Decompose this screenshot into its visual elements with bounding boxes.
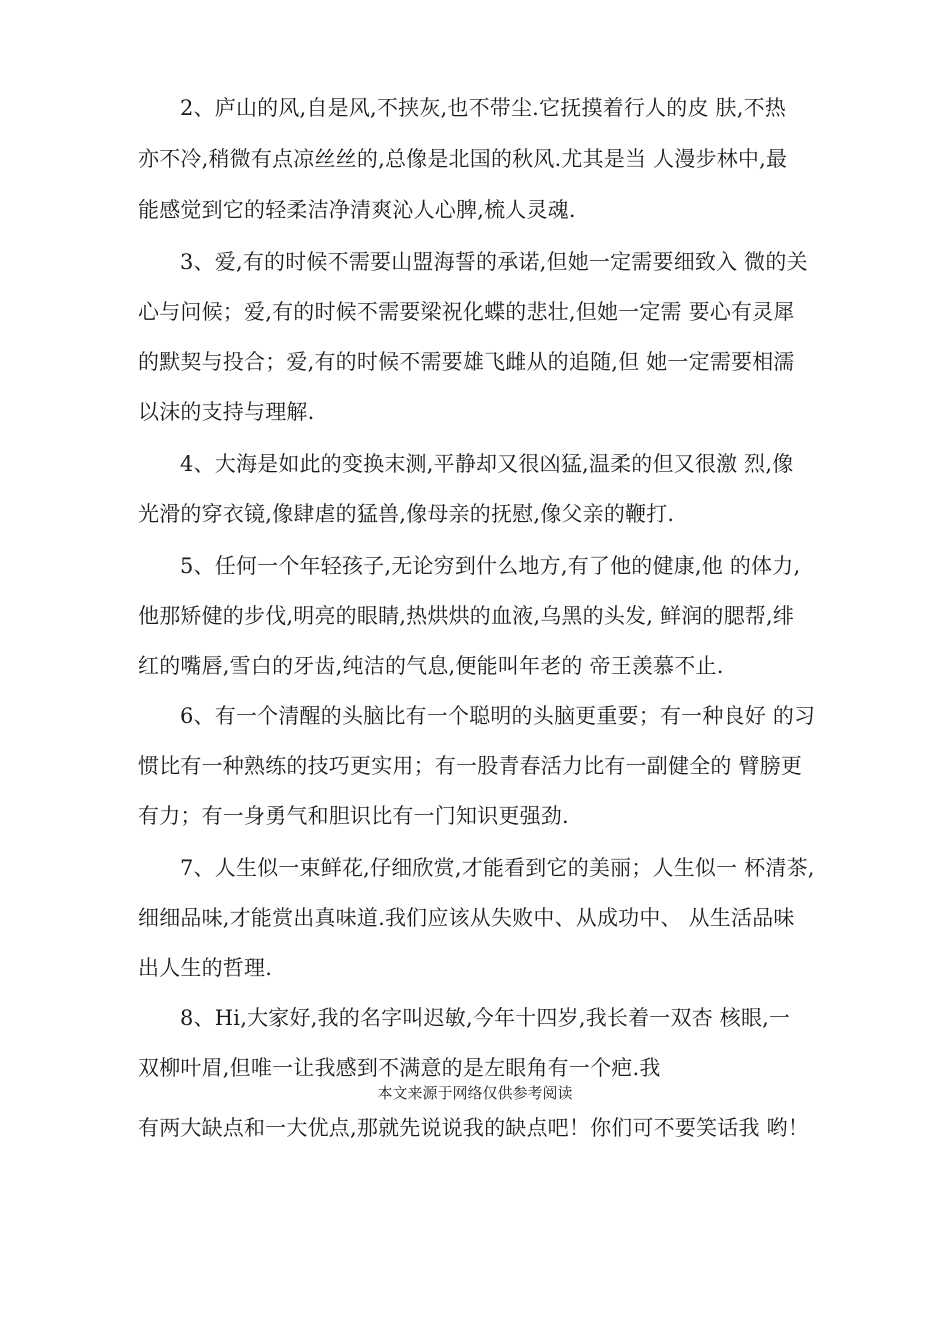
paragraph-5-line-2: 他那矫健的步伐,明亮的眼睛,热烘烘的血液,乌黑的头发, 鲜润的腮帮,绯 (138, 604, 795, 628)
paragraph-5-line-3: 红的嘴唇,雪白的牙齿,纯洁的气息,便能叫年老的 帝王羡慕不止. (138, 654, 724, 678)
paragraph-6-line-3: 有力；有一身勇气和胆识比有一门知识更强劲. (138, 804, 569, 828)
paragraph-2-line-3: 能感觉到它的轻柔洁净清爽沁人心脾,梳人灵魂. (138, 198, 576, 222)
paragraph-6-line-2: 惯比有一种熟练的技巧更实用；有一股青春活力比有一副健全的 臂膀更 (138, 754, 803, 778)
paragraph-8-continuation: 有两大缺点和一大优点,那就先说说我的缺点吧！你们可不要笑话我 哟！ (138, 1116, 809, 1140)
paragraph-7-line-1: 7、人生似一束鲜花,仔细欣赏,才能看到它的美丽；人生似一 杯清茶, (180, 856, 815, 880)
paragraph-6-line-1: 6、有一个清醒的头脑比有一个聪明的头脑更重要；有一种良好 的习 (180, 704, 816, 728)
paragraph-4-line-1: 4、大海是如此的变换末测,平静却又很凶猛,温柔的但又很激 烈,像 (180, 452, 794, 476)
paragraph-7-line-3: 出人生的哲理. (138, 956, 273, 980)
paragraph-3-line-4: 以沫的支持与理解. (138, 400, 315, 424)
paragraph-4-line-2: 光滑的穿衣镜,像肆虐的猛兽,像母亲的抚慰,像父亲的鞭打. (138, 502, 675, 526)
paragraph-8-line-2: 双柳叶眉,但唯一让我感到不满意的是左眼角有一个疤.我 (138, 1056, 661, 1080)
paragraph-8-line-1: 8、Hi,大家好,我的名字叫迟敏,今年十四岁,我长着一双杏 核眼,一 (180, 1006, 791, 1030)
paragraph-2-line-1: 2、庐山的风,自是风,不挟灰,也不带尘.它抚摸着行人的皮 肤,不热 (180, 96, 787, 120)
paragraph-3-line-1: 3、爱,有的时候不需要山盟海誓的承诺,但她一定需要细致入 微的关 (180, 250, 808, 274)
paragraph-3-line-2: 心与问候；爱,有的时候不需要梁祝化蝶的悲壮,但她一定需 要心有灵犀 (138, 300, 795, 324)
paragraph-2-line-2: 亦不冷,稍微有点凉丝丝的,总像是北国的秋风.尤其是当 人漫步林中,最 (138, 147, 788, 171)
paragraph-7-line-2: 细细品味,才能赏出真味道.我们应该从失败中、从成功中、 从生活品味 (138, 906, 795, 930)
source-footer-note: 本文来源于网络仅供参考阅读 (377, 1084, 573, 1102)
paragraph-5-line-1: 5、任何一个年轻孩子,无论穷到什么地方,有了他的健康,他 的体力, (180, 554, 801, 578)
paragraph-3-line-3: 的默契与投合；爱,有的时候不需要雄飞雌从的追随,但 她一定需要相濡 (138, 350, 795, 374)
